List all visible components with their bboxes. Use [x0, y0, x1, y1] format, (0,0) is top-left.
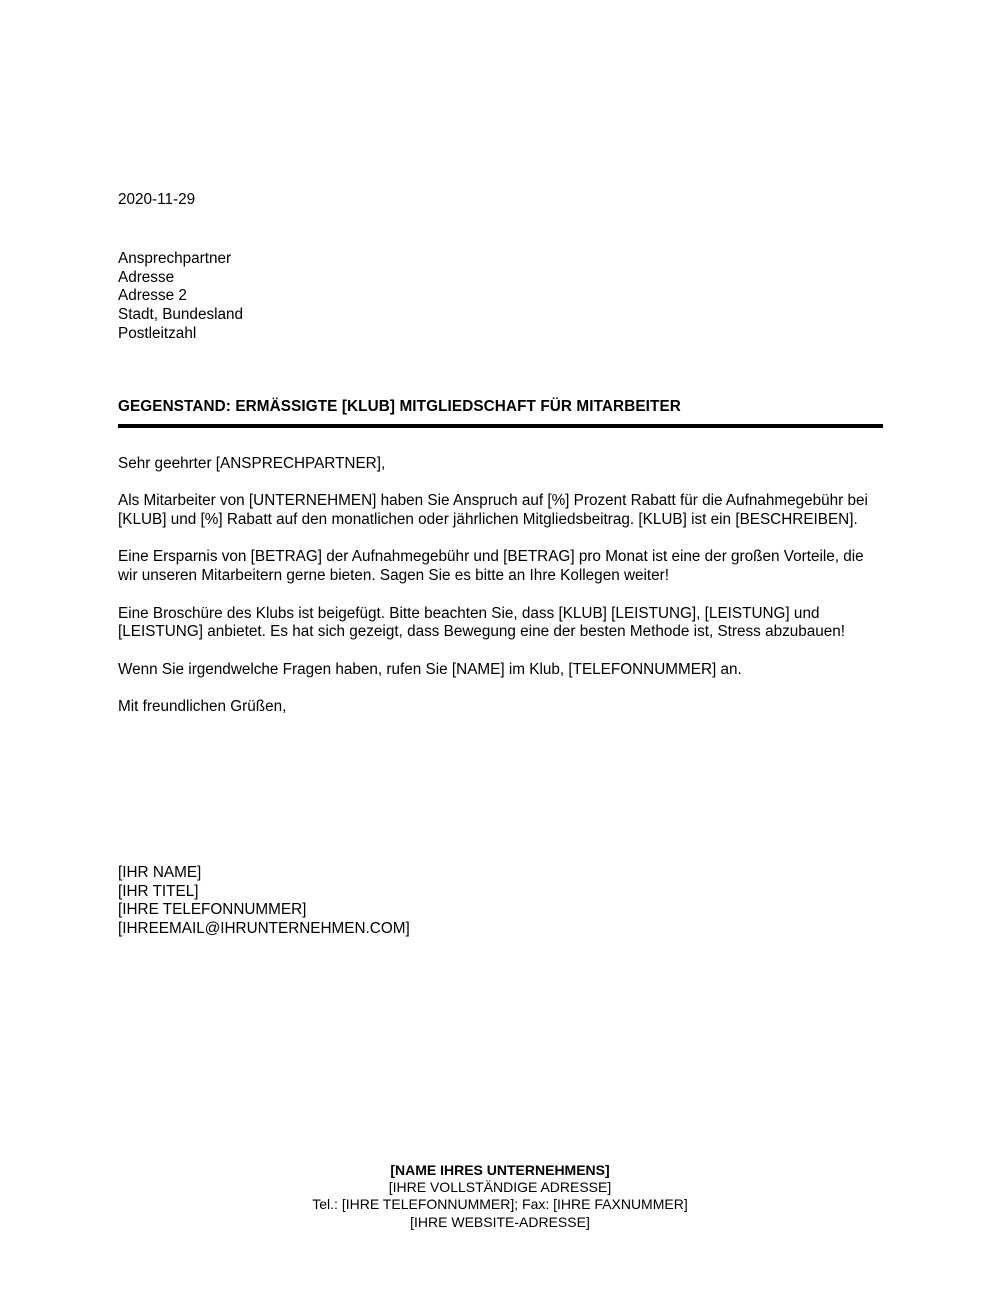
recipient-line: Adresse 2	[118, 287, 187, 305]
signature-title: [IHR TITEL]	[118, 882, 199, 900]
recipient-line: Ansprechpartner	[118, 250, 232, 267]
recipient-line: Stadt, Bundesland	[118, 306, 244, 324]
subject-heading: GEGENSTAND: ERMÄSSIGTE [KLUB] MITGLIEDSCHAFT FÜR MITARBEITER	[118, 398, 681, 415]
body-paragraph: Eine Broschüre des Klubs ist beigefügt. Bitte beachten Sie, dass [KLUB] [LEISTUNG], [LEISTUNG] und [LEISTUNG] anbietet. Es hat sich gezeigt, dass Bewegung eine der besten Methode ist, Stress abzubauen!	[118, 604, 846, 641]
signature-phone: [IHRE TELEFONNUMMER]	[118, 901, 307, 919]
recipient-block	[118, 250, 884, 344]
footer-website: [IHRE WEBSITE-ADRESSE]	[410, 1213, 590, 1230]
subject-divider	[118, 424, 883, 428]
recipient-line: Postleitzahl	[118, 324, 197, 342]
footer-phone-fax: Tel.: [IHRE TELEFONNUMMER]; Fax: [IHRE FAXNUMMER]	[312, 1196, 688, 1213]
letter-body	[118, 455, 884, 735]
footer-company-name: [NAME IHRES UNTERNEHMENS]	[390, 1162, 610, 1178]
body-paragraph: Als Mitarbeiter von [UNTERNEHMEN] haben Sie Anspruch auf [%] Prozent Rabatt für die Aufnahmegebühr bei [KLUB] und [%] Rabatt auf den monatlichen oder jährlichen Mitgliedsbeitrag. [KLUB] ist ein [BESCHREIBEN].	[118, 492, 868, 529]
greeting-line: Sehr geehrter [ANSPRECHPARTNER],	[118, 455, 386, 472]
closing-line: Mit freundlichen Grüßen,	[118, 698, 287, 716]
recipient-line: Adresse	[118, 268, 175, 286]
body-paragraph: Eine Ersparnis von [BETRAG] der Aufnahmegebühr und [BETRAG] pro Monat ist eine der großen Vorteile, die wir unseren Mitarbeitern gerne bieten. Sagen Sie es bitte an Ihre Kollegen weiter!	[118, 548, 864, 585]
letter-date: 2020-11-29	[118, 191, 196, 208]
body-paragraph: Wenn Sie irgendwelche Fragen haben, rufen Sie [NAME] im Klub, [TELEFONNUMMER] an.	[118, 660, 742, 678]
signature-email: [IHREEMAIL@IHRUNTERNEHMEN.COM]	[118, 920, 410, 938]
signature-name: [IHR NAME]	[118, 864, 202, 881]
signature-block	[118, 864, 884, 939]
letter-footer	[0, 1162, 1000, 1231]
footer-address: [IHRE VOLLSTÄNDIGE ADRESSE]	[388, 1179, 612, 1196]
